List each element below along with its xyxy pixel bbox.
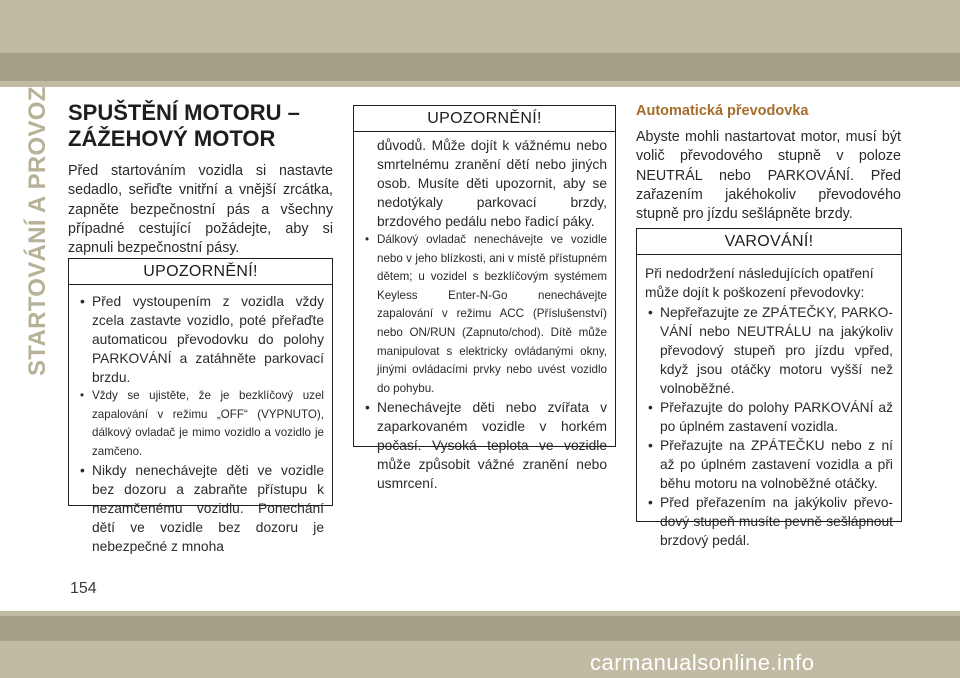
bottom-band-stripe <box>0 616 960 641</box>
engine-start-heading <box>68 100 333 152</box>
heading-line-1: SPUŠTĚNÍ MOTORU – <box>68 100 300 125</box>
list-item: • Dálkový ovladač nenechávejte ve vozidle nebo v jeho blízkosti, ani v místě přístupném dětem; u vozidel s bezklíčovým systémem Keyless Enter-N-Go nenechávejte zapalování v režimu ACC (Příslušenství) nebo ON/RUN (Zapnuto/chod). Dítě může manipulovat s elektricky ovládanými okny, jinými ovládacími prvky nebo uvést vozidlo do pohybu. <box>362 231 607 398</box>
bottom-decorative-band <box>0 611 960 678</box>
caution-list <box>362 231 607 493</box>
watermark: carmanualsonline.info <box>590 650 815 675</box>
warning-list <box>645 303 893 550</box>
list-item: • Přeřazujte do polohy PARKOVÁNÍ až po úplném zastavení vozidla. <box>645 398 893 436</box>
list-item: • Přeřazujte na ZPÁTEČKU nebo z ní až po úplném zastavení vozidla a při běhu motoru na volnoběžné otáčky. <box>645 436 893 493</box>
list-item: • Nenechávejte děti nebo zvířata v zaparkovaném vozidle v horkém počasí. Vysoká teplota ve vozidle může způsobit vážné zranění nebo usmrcení. <box>362 398 607 493</box>
caution-continuation: důvodů. Může dojít k vážnému nebo smrtelnému zranění dětí nebo jiných osob. Musíte děti upozornit, aby se nedotýkaly parkovací brzdy, brzdového pedálu nebo řadicí páky. <box>377 138 607 229</box>
section-side-title: STARTOVÁNÍ A PROVOZ <box>24 86 51 376</box>
column-1 <box>68 100 333 258</box>
caution-box-2 <box>353 105 616 492</box>
top-decorative-band <box>0 0 960 87</box>
caution-box-1 <box>68 258 333 555</box>
list-item: • Před přeřazením na jakýkoliv převodový stupeň musíte pevně sešlápnout brzdový pedál. <box>645 493 893 550</box>
transmission-paragraph: Abyste mohli nastartovat motor, musí být volič převodového stupně v poloze NEUTRÁL nebo PARKOVÁNÍ. Před zařazením jakéhokoliv převodového stupně pro jízdu sešlápněte brzdy. <box>636 129 901 223</box>
list-item: • Nepřeřazujte ze ZPÁTEČKY, PARKOVÁNÍ nebo NEUTRÁLU na jakýkoliv převodový stupeň pro jízdu vpřed, když jsou otáčky motoru vyšší než volnoběžné. <box>645 303 893 398</box>
caution-list <box>77 292 324 556</box>
list-item: • Vždy se ujistěte, že je bezklíčový uzel zapalování v režimu „OFF“ (VYPNUTO), dálkový ovladač je mimo vozidlo a vozidlo je zamčeno. <box>77 387 324 461</box>
warning-box-title: VAROVÁNÍ! <box>637 229 901 255</box>
caution-box-title: UPOZORNĚNÍ! <box>69 259 332 285</box>
intro-paragraph: Před startováním vozidla si nastavte sedadlo, seřiďte vnitřní a vnější zrcátka, zapněte bezpečnostní pás a všechny případné cestující požádejte, aby si zapnuli bezpečnostní pásy. <box>68 163 333 257</box>
warning-box <box>636 228 902 548</box>
top-band-stripe <box>0 53 960 81</box>
warning-intro: Při nedodržení následujících opatření může dojít k poškození převodovky: <box>645 266 874 300</box>
list-item: • Před vystoupením z vozidla vždy zcela zastavte vozidlo, poté přeřaďte automaticou převodovku do polohy PARKOVÁNÍ a zatáhněte parkovací brzdu. <box>77 292 324 387</box>
list-item: • Nikdy nenechávejte děti ve vozidle bez dozoru a zabraňte přístupu k nezamčenému vozidlu. Ponechání dětí ve vozidle bez dozoru je nebezpečné z mnoha <box>77 461 324 556</box>
caution-box-title: UPOZORNĚNÍ! <box>354 106 615 132</box>
automatic-transmission-heading: Automatická převodovka <box>636 103 809 119</box>
page-number: 154 <box>70 580 97 597</box>
column-3 <box>636 102 901 224</box>
heading-line-2: ZÁŽEHOVÝ MOTOR <box>68 126 276 151</box>
